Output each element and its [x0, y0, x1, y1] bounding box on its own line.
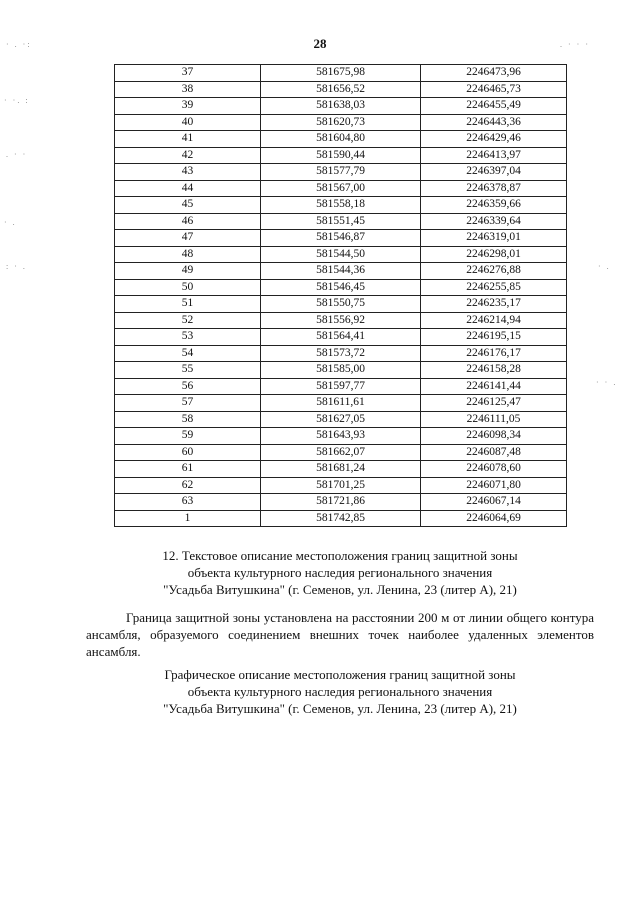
- y-coordinate-cell: 2246359,66: [421, 197, 567, 214]
- table-row: [115, 494, 567, 511]
- scan-noise: · .: [4, 218, 17, 227]
- point-number-cell: 60: [115, 444, 261, 461]
- x-coordinate-cell: 581544,50: [261, 246, 421, 263]
- y-coordinate-cell: 2246064,69: [421, 510, 567, 527]
- section-12-heading-line-2: объекта культурного наследия регионального значения: [187, 565, 493, 580]
- y-coordinate-cell: 2246195,15: [421, 329, 567, 346]
- y-coordinate-cell: 2246087,48: [421, 444, 567, 461]
- x-coordinate-cell: 581611,61: [261, 395, 421, 412]
- table-row: [115, 213, 567, 230]
- table-row: [115, 395, 567, 412]
- x-coordinate-cell: 581627,05: [261, 411, 421, 428]
- point-number-cell: 49: [115, 263, 261, 280]
- y-coordinate-cell: 2246298,01: [421, 246, 567, 263]
- y-coordinate-cell: 2246443,36: [421, 114, 567, 131]
- scan-noise: · ·. :: [4, 96, 30, 105]
- table-row: [115, 444, 567, 461]
- y-coordinate-cell: 2246067,14: [421, 494, 567, 511]
- section-12-heading-line-1: 12. Текстовое описание местоположения границ защитной зоны: [162, 548, 518, 563]
- y-coordinate-cell: 2246255,85: [421, 279, 567, 296]
- point-number-cell: 53: [115, 329, 261, 346]
- x-coordinate-cell: 581604,80: [261, 131, 421, 148]
- point-number-cell: 50: [115, 279, 261, 296]
- point-number-cell: 52: [115, 312, 261, 329]
- x-coordinate-cell: 581585,00: [261, 362, 421, 379]
- point-number-cell: 42: [115, 147, 261, 164]
- y-coordinate-cell: 2246276,88: [421, 263, 567, 280]
- table-row: [115, 263, 567, 280]
- protective-zone-paragraph: Граница защитной зоны установлена на расстоянии 200 м от линии общего контура ансамбля, образуемого соединением внешних точек наиболее удаленных элементов ансамбля.: [86, 610, 594, 659]
- y-coordinate-cell: 2246339,64: [421, 213, 567, 230]
- x-coordinate-cell: 581643,93: [261, 428, 421, 445]
- y-coordinate-cell: 2246176,17: [421, 345, 567, 362]
- x-coordinate-cell: 581681,24: [261, 461, 421, 478]
- x-coordinate-cell: 581564,41: [261, 329, 421, 346]
- point-number-cell: 1: [115, 510, 261, 527]
- y-coordinate-cell: 2246319,01: [421, 230, 567, 247]
- scan-noise: · · .: [596, 378, 618, 387]
- y-coordinate-cell: 2246378,87: [421, 180, 567, 197]
- point-number-cell: 61: [115, 461, 261, 478]
- graphic-heading-line-1: Графическое описание местоположения границ защитной зоны: [164, 667, 516, 682]
- x-coordinate-cell: 581656,52: [261, 81, 421, 98]
- x-coordinate-cell: 581577,79: [261, 164, 421, 181]
- y-coordinate-cell: 2246413,97: [421, 147, 567, 164]
- point-number-cell: 55: [115, 362, 261, 379]
- point-number-cell: 37: [115, 65, 261, 82]
- x-coordinate-cell: 581558,18: [261, 197, 421, 214]
- y-coordinate-cell: 2246397,04: [421, 164, 567, 181]
- scan-noise: . · ·: [6, 150, 28, 159]
- table-row: [115, 65, 567, 82]
- x-coordinate-cell: 581556,92: [261, 312, 421, 329]
- table-row: [115, 197, 567, 214]
- table-row: [115, 180, 567, 197]
- y-coordinate-cell: 2246235,17: [421, 296, 567, 313]
- x-coordinate-cell: 581675,98: [261, 65, 421, 82]
- y-coordinate-cell: 2246465,73: [421, 81, 567, 98]
- y-coordinate-cell: 2246125,47: [421, 395, 567, 412]
- graphic-heading-line-3: "Усадьба Витушкина" (г. Семенов, ул. Ленина, 23 (литер А), 21): [163, 701, 517, 716]
- scan-noise: . · · ·: [560, 40, 590, 49]
- table-row: [115, 362, 567, 379]
- point-number-cell: 41: [115, 131, 261, 148]
- y-coordinate-cell: 2246455,49: [421, 98, 567, 115]
- table-row: [115, 296, 567, 313]
- y-coordinate-cell: 2246098,34: [421, 428, 567, 445]
- scan-noise: · . ·:: [6, 40, 32, 49]
- coordinates-table: [114, 64, 567, 527]
- coordinates-table-body: [115, 65, 567, 527]
- point-number-cell: 56: [115, 378, 261, 395]
- point-number-cell: 39: [115, 98, 261, 115]
- graphic-description-heading: [86, 666, 594, 717]
- point-number-cell: 46: [115, 213, 261, 230]
- table-row: [115, 147, 567, 164]
- x-coordinate-cell: 581590,44: [261, 147, 421, 164]
- x-coordinate-cell: 581721,86: [261, 494, 421, 511]
- point-number-cell: 44: [115, 180, 261, 197]
- y-coordinate-cell: 2246429,46: [421, 131, 567, 148]
- x-coordinate-cell: 581544,36: [261, 263, 421, 280]
- x-coordinate-cell: 581567,00: [261, 180, 421, 197]
- point-number-cell: 63: [115, 494, 261, 511]
- point-number-cell: 57: [115, 395, 261, 412]
- y-coordinate-cell: 2246158,28: [421, 362, 567, 379]
- y-coordinate-cell: 2246071,80: [421, 477, 567, 494]
- point-number-cell: 51: [115, 296, 261, 313]
- x-coordinate-cell: 581620,73: [261, 114, 421, 131]
- x-coordinate-cell: 581597,77: [261, 378, 421, 395]
- table-row: [115, 114, 567, 131]
- point-number-cell: 38: [115, 81, 261, 98]
- table-row: [115, 510, 567, 527]
- x-coordinate-cell: 581550,75: [261, 296, 421, 313]
- point-number-cell: 54: [115, 345, 261, 362]
- point-number-cell: 59: [115, 428, 261, 445]
- x-coordinate-cell: 581742,85: [261, 510, 421, 527]
- y-coordinate-cell: 2246214,94: [421, 312, 567, 329]
- table-row: [115, 345, 567, 362]
- point-number-cell: 40: [115, 114, 261, 131]
- point-number-cell: 62: [115, 477, 261, 494]
- table-row: [115, 131, 567, 148]
- point-number-cell: 47: [115, 230, 261, 247]
- y-coordinate-cell: 2246111,05: [421, 411, 567, 428]
- table-row: [115, 230, 567, 247]
- point-number-cell: 58: [115, 411, 261, 428]
- x-coordinate-cell: 581546,45: [261, 279, 421, 296]
- table-row: [115, 98, 567, 115]
- page-number: 28: [313, 36, 327, 51]
- x-coordinate-cell: 581638,03: [261, 98, 421, 115]
- table-row: [115, 81, 567, 98]
- x-coordinate-cell: 581551,45: [261, 213, 421, 230]
- table-row: [115, 378, 567, 395]
- table-row: [115, 477, 567, 494]
- x-coordinate-cell: 581573,72: [261, 345, 421, 362]
- y-coordinate-cell: 2246078,60: [421, 461, 567, 478]
- scan-noise: · .: [598, 262, 611, 271]
- table-row: [115, 411, 567, 428]
- y-coordinate-cell: 2246141,44: [421, 378, 567, 395]
- table-row: [115, 246, 567, 263]
- y-coordinate-cell: 2246473,96: [421, 65, 567, 82]
- x-coordinate-cell: 581546,87: [261, 230, 421, 247]
- point-number-cell: 43: [115, 164, 261, 181]
- point-number-cell: 48: [115, 246, 261, 263]
- graphic-heading-line-2: объекта культурного наследия регионального значения: [187, 684, 493, 699]
- table-row: [115, 428, 567, 445]
- point-number-cell: 45: [115, 197, 261, 214]
- section-12-heading: [86, 547, 594, 598]
- table-row: [115, 164, 567, 181]
- scan-noise: : · .: [6, 262, 27, 271]
- table-row: [115, 461, 567, 478]
- x-coordinate-cell: 581662,07: [261, 444, 421, 461]
- section-12-heading-line-3: "Усадьба Витушкина" (г. Семенов, ул. Ленина, 23 (литер А), 21): [163, 582, 517, 597]
- table-row: [115, 279, 567, 296]
- table-row: [115, 329, 567, 346]
- table-row: [115, 312, 567, 329]
- x-coordinate-cell: 581701,25: [261, 477, 421, 494]
